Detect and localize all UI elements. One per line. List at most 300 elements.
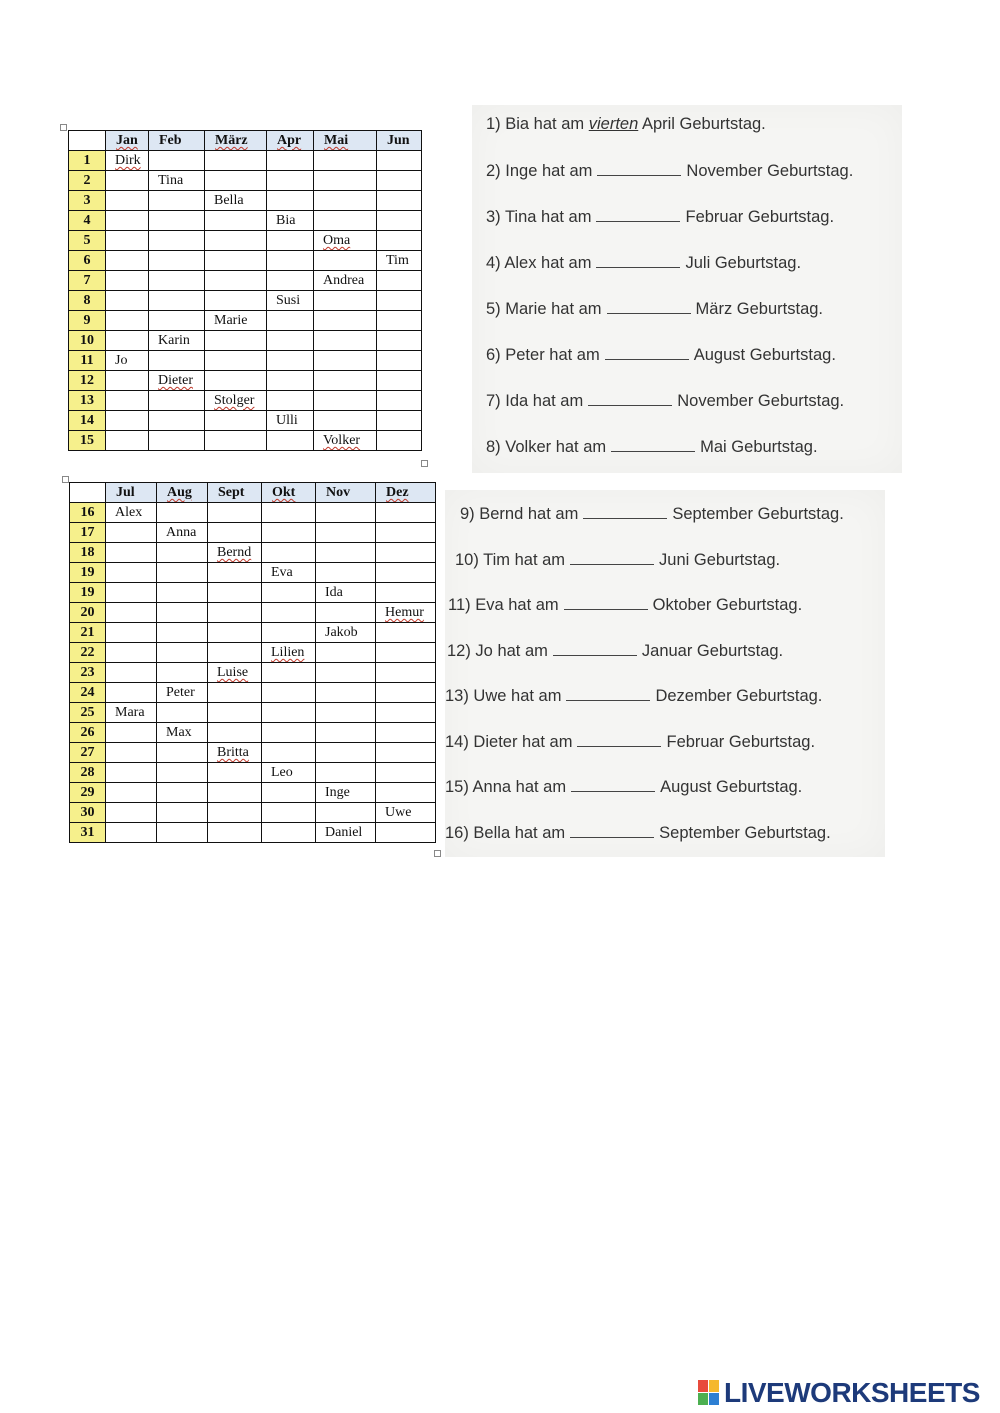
sentence (460, 504, 844, 524)
sentence (445, 777, 802, 797)
day-number: 10 (69, 331, 106, 351)
table1-resize-handle (421, 460, 428, 467)
empty-cell (267, 151, 314, 171)
empty-cell (205, 151, 267, 171)
empty-cell (157, 503, 208, 523)
day-number: 24 (70, 683, 106, 703)
name-cell: Jakob (316, 623, 376, 643)
empty-cell (262, 603, 316, 623)
empty-cell (157, 583, 208, 603)
sentence-post: Dezember Geburtstag. (655, 687, 823, 705)
sentence-pre: 10) Tim hat am (455, 550, 566, 569)
empty-cell (149, 151, 205, 171)
name-cell: Bia (267, 211, 314, 231)
empty-cell (205, 351, 267, 371)
empty-cell (262, 703, 316, 723)
sentence-post: November Geburtstag. (677, 392, 845, 410)
day-number: 31 (70, 823, 106, 843)
sentence (455, 550, 780, 570)
sentence-post: Mai Geburtstag. (700, 438, 818, 456)
day-number: 8 (69, 291, 106, 311)
day-number: 3 (69, 191, 106, 211)
table-row (70, 723, 436, 743)
empty-cell (106, 391, 149, 411)
name-cell: Tina (149, 171, 205, 191)
day-number: 19 (70, 563, 106, 583)
day-number: 15 (69, 431, 106, 451)
empty-cell (262, 803, 316, 823)
empty-cell (208, 643, 262, 663)
name-cell: Lilien (262, 643, 316, 663)
empty-cell (205, 251, 267, 271)
empty-cell (376, 783, 436, 803)
empty-cell (316, 503, 376, 523)
empty-cell (267, 191, 314, 211)
table-row (69, 191, 422, 211)
empty-cell (316, 763, 376, 783)
answer-blank[interactable] (570, 823, 654, 838)
sentence-post: September Geburtstag. (672, 505, 844, 523)
answer-blank[interactable] (605, 345, 689, 360)
empty-cell (157, 803, 208, 823)
empty-cell (377, 271, 422, 291)
empty-cell (208, 783, 262, 803)
empty-cell (267, 351, 314, 371)
table-row (70, 543, 436, 563)
exercise-sentences-1-8 (472, 105, 902, 473)
empty-cell (262, 683, 316, 703)
empty-cell (267, 371, 314, 391)
name-cell: Bella (205, 191, 267, 211)
birthday-table-jul-dez (69, 482, 436, 843)
empty-cell (205, 171, 267, 191)
day-number: 21 (70, 623, 106, 643)
sentence-post: August Geburtstag. (693, 346, 836, 364)
answer-blank[interactable] (564, 595, 648, 610)
day-number: 12 (69, 371, 106, 391)
sentence (447, 641, 783, 661)
table-row (70, 663, 436, 683)
sentence-pre: 3) Tina hat am (486, 208, 592, 226)
day-number: 7 (69, 271, 106, 291)
empty-cell (208, 503, 262, 523)
day-number: 13 (69, 391, 106, 411)
empty-cell (376, 683, 436, 703)
day-number: 9 (69, 311, 106, 331)
empty-cell (106, 211, 149, 231)
sentence-pre: 16) Bella hat am (445, 823, 566, 842)
empty-cell (316, 563, 376, 583)
empty-cell (157, 603, 208, 623)
empty-cell (149, 431, 205, 451)
empty-cell (262, 823, 316, 843)
month-header: Sept (208, 483, 262, 503)
empty-cell (267, 231, 314, 251)
day-number: 17 (70, 523, 106, 543)
empty-cell (149, 191, 205, 211)
empty-cell (106, 783, 157, 803)
day-number: 6 (69, 251, 106, 271)
empty-cell (376, 823, 436, 843)
empty-cell (106, 583, 157, 603)
table-row (70, 763, 436, 783)
day-number: 1 (69, 151, 106, 171)
empty-cell (377, 431, 422, 451)
table-row (69, 211, 422, 231)
day-number: 4 (69, 211, 106, 231)
answer-blank[interactable] (570, 550, 654, 565)
sentence-post: Februar Geburtstag. (685, 208, 835, 226)
name-cell: Andrea (314, 271, 377, 291)
empty-cell (157, 743, 208, 763)
empty-cell (376, 703, 436, 723)
answer-blank[interactable] (566, 686, 650, 701)
name-cell: Hemur (376, 603, 436, 623)
day-number: 11 (69, 351, 106, 371)
empty-cell (377, 411, 422, 431)
table-row (70, 523, 436, 543)
empty-cell (316, 543, 376, 563)
empty-cell (157, 783, 208, 803)
empty-cell (149, 291, 205, 311)
table-header-row (70, 483, 436, 503)
table-row (70, 603, 436, 623)
name-cell: Volker (314, 431, 377, 451)
empty-cell (205, 411, 267, 431)
empty-cell (262, 523, 316, 543)
answer-blank[interactable] (588, 391, 672, 406)
empty-cell (314, 171, 377, 191)
sentence (486, 391, 844, 411)
answer-blank[interactable] (571, 777, 655, 792)
empty-cell (106, 191, 149, 211)
name-cell: Stolger (205, 391, 267, 411)
name-cell: Britta (208, 743, 262, 763)
empty-cell (316, 803, 376, 823)
answer-blank[interactable] (607, 299, 691, 314)
empty-cell (208, 683, 262, 703)
sentence-pre: 15) Anna hat am (445, 778, 567, 796)
empty-cell (157, 623, 208, 643)
name-cell: Ulli (267, 411, 314, 431)
empty-cell (376, 723, 436, 743)
empty-cell (106, 171, 149, 191)
empty-cell (106, 251, 149, 271)
sentence-post: Juli Geburtstag. (685, 254, 802, 272)
day-number: 22 (70, 643, 106, 663)
sentence-1 (486, 115, 766, 134)
name-cell: Susi (267, 291, 314, 311)
empty-cell (149, 231, 205, 251)
table-row (70, 783, 436, 803)
name-cell: Ida (316, 583, 376, 603)
name-cell: Daniel (316, 823, 376, 843)
empty-cell (106, 523, 157, 543)
table-row (69, 271, 422, 291)
name-cell: Karin (149, 331, 205, 351)
table2-handle (62, 476, 69, 483)
empty-cell (262, 783, 316, 803)
empty-cell (376, 643, 436, 663)
empty-cell (267, 391, 314, 411)
empty-cell (376, 503, 436, 523)
name-cell: Alex (106, 503, 157, 523)
table-row (70, 643, 436, 663)
month-header: Feb (149, 131, 205, 151)
empty-cell (106, 683, 157, 703)
day-number: 23 (70, 663, 106, 683)
day-number: 25 (70, 703, 106, 723)
empty-cell (316, 663, 376, 683)
table-row (70, 823, 436, 843)
name-cell: Peter (157, 683, 208, 703)
empty-cell (106, 763, 157, 783)
table1-handle (60, 124, 67, 131)
table-row (70, 703, 436, 723)
empty-cell (316, 523, 376, 543)
empty-cell (262, 503, 316, 523)
day-number: 26 (70, 723, 106, 743)
name-cell: Mara (106, 703, 157, 723)
sentence (486, 161, 853, 181)
sentence-pre: 11) Eva hat am (448, 596, 559, 614)
empty-cell (314, 351, 377, 371)
table-row (70, 563, 436, 583)
empty-cell (316, 703, 376, 723)
table-row (69, 151, 422, 171)
empty-cell (208, 723, 262, 743)
empty-cell (208, 803, 262, 823)
empty-cell (267, 271, 314, 291)
name-cell: Eva (262, 563, 316, 583)
month-header: Apr (267, 131, 314, 151)
empty-cell (106, 663, 157, 683)
day-number: 2 (69, 171, 106, 191)
empty-cell (262, 543, 316, 563)
month-header: Jun (377, 131, 422, 151)
empty-cell (316, 723, 376, 743)
logo-text: LIVEWORKSHEETS (724, 1377, 980, 1408)
month-header: Dez (376, 483, 436, 503)
empty-cell (157, 563, 208, 583)
month-header: Okt (262, 483, 316, 503)
sentence (445, 823, 831, 843)
empty-cell (377, 351, 422, 371)
table-row (69, 331, 422, 351)
empty-cell (149, 271, 205, 291)
empty-cell (157, 643, 208, 663)
sentence (448, 595, 802, 615)
table-row (69, 231, 422, 251)
empty-cell (376, 523, 436, 543)
name-cell: Jo (106, 351, 149, 371)
empty-cell (157, 663, 208, 683)
empty-cell (376, 763, 436, 783)
month-header: Jan (106, 131, 149, 151)
sentence (486, 207, 834, 227)
empty-cell (106, 231, 149, 251)
day-number: 29 (70, 783, 106, 803)
answer-blank[interactable] (583, 504, 667, 519)
name-cell: Uwe (376, 803, 436, 823)
table-row (70, 583, 436, 603)
empty-cell (314, 311, 377, 331)
empty-cell (376, 543, 436, 563)
empty-cell (314, 151, 377, 171)
answer-blank[interactable] (553, 641, 637, 656)
sentence-pre: 8) Volker hat am (486, 438, 607, 456)
birthday-table-jan-jun (68, 130, 422, 451)
name-cell: Max (157, 723, 208, 743)
empty-cell (149, 351, 205, 371)
empty-cell (314, 371, 377, 391)
table-row (69, 251, 422, 271)
empty-cell (106, 311, 149, 331)
empty-cell (149, 411, 205, 431)
empty-cell (205, 331, 267, 351)
empty-cell (262, 623, 316, 643)
empty-cell (208, 823, 262, 843)
empty-cell (106, 543, 157, 563)
empty-cell (208, 523, 262, 543)
name-cell: Oma (314, 231, 377, 251)
empty-cell (149, 391, 205, 411)
empty-cell (267, 171, 314, 191)
day-number: 28 (70, 763, 106, 783)
name-cell: Tim (377, 251, 422, 271)
exercise-sentences-9-16 (445, 490, 885, 857)
empty-cell (377, 371, 422, 391)
empty-cell (106, 743, 157, 763)
month-header: März (205, 131, 267, 151)
empty-cell (157, 823, 208, 843)
empty-cell (262, 723, 316, 743)
empty-cell (106, 291, 149, 311)
month-header: Nov (316, 483, 376, 503)
sentence (445, 732, 815, 752)
empty-cell (314, 391, 377, 411)
empty-cell (267, 251, 314, 271)
table-row (69, 391, 422, 411)
empty-cell (314, 291, 377, 311)
empty-cell (267, 331, 314, 351)
table-row (70, 683, 436, 703)
table-row (70, 623, 436, 643)
sentence-pre: 2) Inge hat am (486, 162, 593, 180)
empty-cell (205, 231, 267, 251)
empty-cell (316, 743, 376, 763)
empty-cell (208, 603, 262, 623)
empty-cell (205, 291, 267, 311)
sentence (486, 299, 823, 319)
sentence-pre: 6) Peter hat am (486, 346, 600, 364)
empty-cell (267, 431, 314, 451)
empty-cell (376, 563, 436, 583)
empty-cell (376, 623, 436, 643)
empty-cell (262, 663, 316, 683)
empty-cell (149, 311, 205, 331)
sentence-pre: 4) Alex hat am (486, 254, 592, 272)
table-row (69, 351, 422, 371)
month-header: Aug (157, 483, 208, 503)
empty-cell (377, 231, 422, 251)
empty-cell (377, 211, 422, 231)
empty-cell (262, 743, 316, 763)
day-number: 27 (70, 743, 106, 763)
answer-blank[interactable] (596, 253, 680, 268)
table2-resize-handle (434, 850, 441, 857)
name-cell: Dirk (106, 151, 149, 171)
empty-cell (377, 191, 422, 211)
empty-cell (106, 623, 157, 643)
table-row (70, 803, 436, 823)
empty-cell (106, 803, 157, 823)
sentence-post: November Geburtstag. (686, 162, 854, 180)
empty-cell (106, 411, 149, 431)
sentence-post: Juni Geburtstag. (659, 550, 781, 569)
empty-cell (149, 211, 205, 231)
table-row (70, 743, 436, 763)
empty-cell (314, 331, 377, 351)
sentence (486, 253, 801, 273)
liveworksheets-logo-icon (698, 1380, 720, 1406)
sentence-ordinal: vierten (588, 115, 639, 133)
name-cell: Luise (208, 663, 262, 683)
answer-blank[interactable] (577, 732, 661, 747)
name-cell: Anna (157, 523, 208, 543)
table-row (69, 171, 422, 191)
sentence-pre: 5) Marie hat am (486, 300, 602, 318)
empty-cell (106, 643, 157, 663)
empty-cell (208, 563, 262, 583)
answer-blank[interactable] (597, 161, 681, 176)
sentence (486, 437, 818, 457)
header-corner-cell (69, 131, 106, 151)
empty-cell (106, 271, 149, 291)
empty-cell (267, 311, 314, 331)
month-header: Mai (314, 131, 377, 151)
day-number: 5 (69, 231, 106, 251)
empty-cell (106, 823, 157, 843)
empty-cell (208, 583, 262, 603)
name-cell: Bernd (208, 543, 262, 563)
sentence-post: März Geburtstag. (695, 300, 824, 318)
empty-cell (377, 311, 422, 331)
answer-blank[interactable] (596, 207, 680, 222)
sentence (486, 345, 836, 365)
empty-cell (377, 291, 422, 311)
empty-cell (106, 723, 157, 743)
answer-blank[interactable] (611, 437, 695, 452)
day-number: 20 (70, 603, 106, 623)
empty-cell (106, 431, 149, 451)
table-row (69, 431, 422, 451)
empty-cell (316, 643, 376, 663)
empty-cell (314, 191, 377, 211)
name-cell: Inge (316, 783, 376, 803)
sentence-post: August Geburtstag. (660, 778, 803, 796)
empty-cell (208, 623, 262, 643)
empty-cell (208, 703, 262, 723)
empty-cell (377, 391, 422, 411)
sentence-pre: 7) Ida hat am (486, 392, 584, 410)
empty-cell (316, 683, 376, 703)
empty-cell (157, 543, 208, 563)
empty-cell (377, 331, 422, 351)
name-cell: Leo (262, 763, 316, 783)
name-cell: Marie (205, 311, 267, 331)
empty-cell (205, 211, 267, 231)
